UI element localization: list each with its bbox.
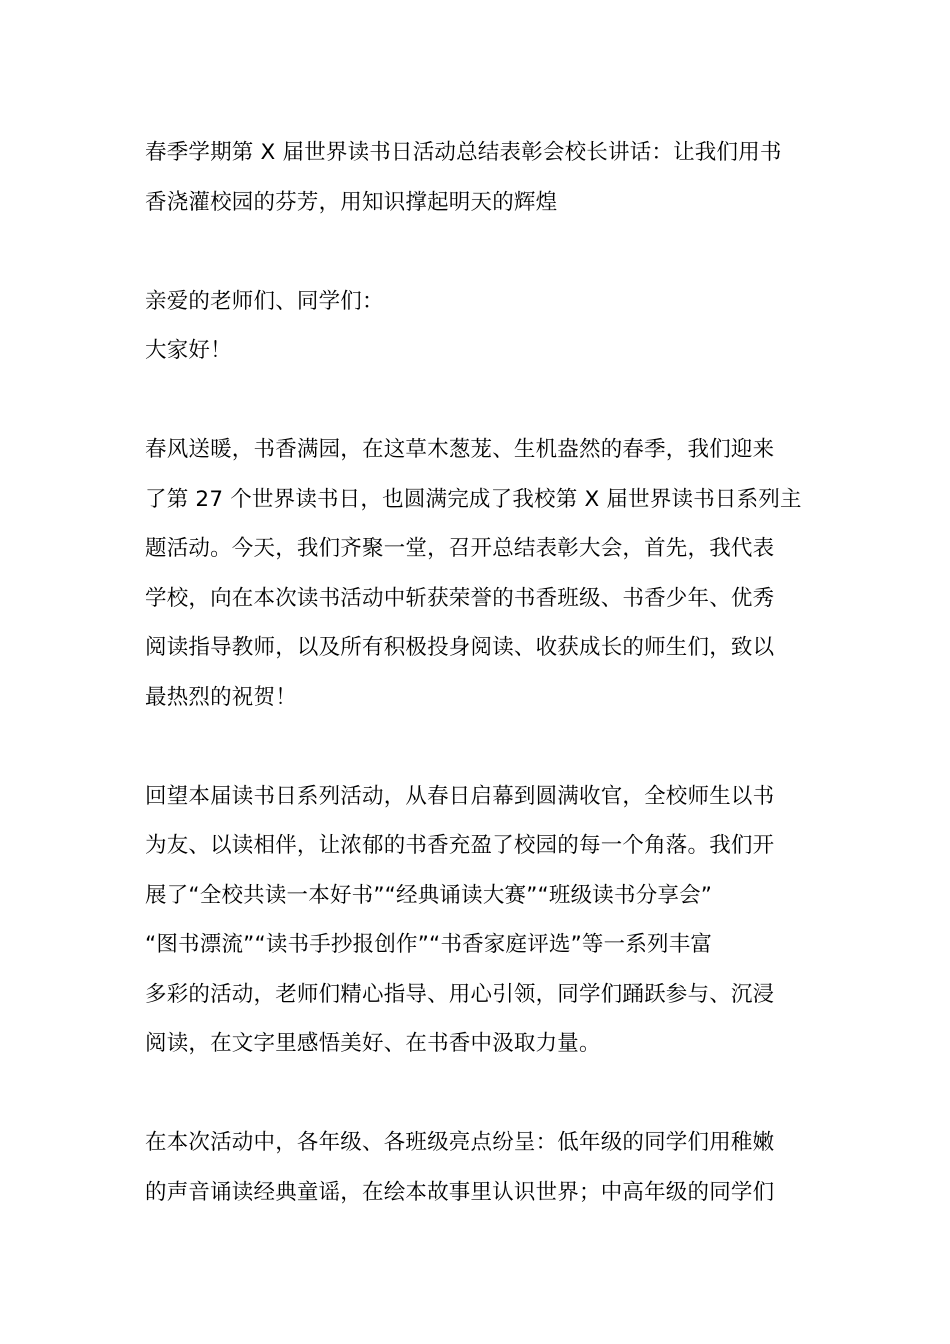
paragraph-line: 题活动。今天，我们齐聚一堂，召开总结表彰大会，首先，我代表 [145, 536, 775, 561]
paragraph-line: 阅读，在文字里感悟美好、在书香中汲取力量。 [145, 1031, 601, 1056]
salutation: 亲爱的老师们、同学们： [145, 288, 384, 314]
paragraph-line: 春风送暖，书香满园，在这草木葱茏、生机盎然的春季，我们迎来 [145, 437, 775, 462]
document-body [145, 128, 810, 1217]
paragraph-line: “图书漂流”“读书手抄报创作”“书香家庭评选”等一系列丰富 [145, 932, 713, 957]
title-line: 香浇灌校园的芬芳，用知识撑起明天的辉煌 [145, 189, 558, 215]
paragraph-3 [145, 1118, 810, 1217]
spacer [145, 376, 810, 426]
spacer [145, 722, 810, 772]
spacer [145, 1069, 810, 1119]
paragraph-line: 在本次活动中，各年级、各班级亮点纷呈：低年级的同学们用稚嫩 [145, 1130, 775, 1155]
greeting: 大家好！ [145, 338, 232, 363]
paragraph-line: 最热烈的祝贺！ [145, 684, 297, 710]
paragraph-line: 阅读指导教师，以及所有积极投身阅读、收获成长的师生们，致以 [145, 635, 775, 660]
spacer [145, 227, 810, 277]
paragraph-line: 了第 27 个世界读书日，也圆满完成了我校第 X 届世界读书日系列主 [145, 486, 802, 512]
title-line: 春季学期第 X 届世界读书日活动总结表彰会校长讲话：让我们用书 [145, 140, 782, 165]
paragraph-line: 为友、以读相伴，让浓郁的书香充盈了校园的每一个角落。我们开 [145, 833, 775, 858]
paragraph-line: 回望本届读书日系列活动，从春日启幕到圆满收官，全校师生以书 [145, 783, 775, 809]
paragraph-1 [145, 425, 810, 722]
paragraph-line: 的声音诵读经典童谣，在绘本故事里认识世界；中高年级的同学们 [145, 1179, 775, 1205]
paragraph-line: 多彩的活动，老师们精心指导、用心引领，同学们踊跃参与、沉浸 [145, 981, 775, 1007]
document-title [145, 128, 810, 227]
paragraph-line: 学校，向在本次读书活动中斩获荣誉的书香班级、书香少年、优秀 [145, 585, 775, 611]
paragraph-line: 展了“全校共读一本好书”“经典诵读大赛”“班级读书分享会” [145, 882, 713, 908]
paragraph-2 [145, 772, 810, 1069]
